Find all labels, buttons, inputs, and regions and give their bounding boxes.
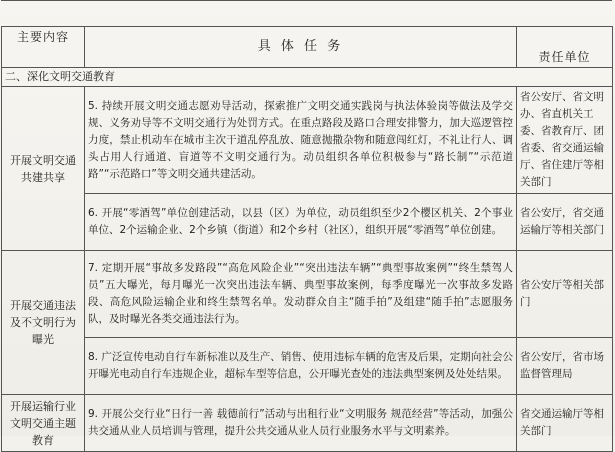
task-cell: 5. 持续开展文明交通志愿劝导活动，探索推广文明交通实践岗与执法体验岗等做法及学交规、义务劝导等不文明交通行为处罚方式。在重点路段及路口合理安排警力，加大巡逻管控力度，禁止机动车在城市主次干道乱停乱放、随意抛撒杂物和随意闯红灯，不礼让行人、调头占用人行通道、盲道等不文明交通行为。动员组织各单位积极参与“路长制”“示范道路”“示范路口”等文明交通共建活动。 xyxy=(85,87,517,194)
measure-cell: 开展运输行业文明交通主题教育 xyxy=(2,395,85,452)
table-row xyxy=(2,251,613,338)
top-border xyxy=(1,0,612,27)
header-task: 具 体 任 务 xyxy=(85,27,517,68)
task-table xyxy=(1,26,613,452)
responsible-cell: 省公安厅等相关部门 xyxy=(517,251,613,338)
table-row xyxy=(2,87,613,194)
header-responsible: 责任单位 xyxy=(517,27,613,68)
table-row xyxy=(2,338,613,395)
header-measure: 主要内容 xyxy=(2,27,85,68)
table-row xyxy=(2,194,613,251)
responsible-cell: 省公安厅，省交通运输厅等相关部门 xyxy=(517,194,613,251)
measure-cell: 开展文明交通共建共享 xyxy=(2,87,85,251)
responsible-cell: 省公安厅、省文明办、省直机关工委、省教育厅、团省委、省交通运输厅、省住建厅等相关部门 xyxy=(517,87,613,194)
section-title: 二、深化文明交通教育 xyxy=(2,68,613,87)
task-cell: 7. 定期开展“事故多发路段”“高危风险企业”“突出违法车辆”“典型事故案例”“终生禁驾人员”五大曝光，每月曝光一次突出违法车辆、典型事故案例，每季度曝光一次事故多发路段、高危风险运输企业和终生禁驾名单。发动群众自主“随手拍”及组建“随手拍”志愿服务队，及时曝光各类交通违法行为。 xyxy=(85,251,517,338)
section-row xyxy=(2,68,613,87)
table-row xyxy=(2,395,613,452)
task-cell: 6. 开展“零酒驾”单位创建活动，以县（区）为单位，动员组织至少2个樱区机关、2个事业单位、2个运输企业、2个乡镇（街道）和2个乡村（社区），组织开展“零酒驾”单位创建。 xyxy=(85,194,517,251)
responsible-cell: 省公安厅，省市场监督管理局 xyxy=(517,338,613,395)
responsible-cell: 省交通运输厅等相关部门 xyxy=(517,395,613,452)
task-cell: 8. 广泛宣传电动自行车新标准以及生产、销售、使用违标车辆的危害及后果，定期向社会公开曝光电动自行车违规企业，超标车型等信息，公开曝光查处的违法典型案例及处处结果。 xyxy=(85,338,517,395)
measure-cell: 开展交通违法及不文明行为曝光 xyxy=(2,251,85,395)
task-cell: 9. 开展公交行业“日行一善 载德前行”活动与出租行业“文明服务 规范经营”等活动，加强公共交通从业人员培训与管理，提升公共交通从业人员行业服务水平与文明素养。 xyxy=(85,395,517,452)
table-header-row xyxy=(2,27,613,68)
